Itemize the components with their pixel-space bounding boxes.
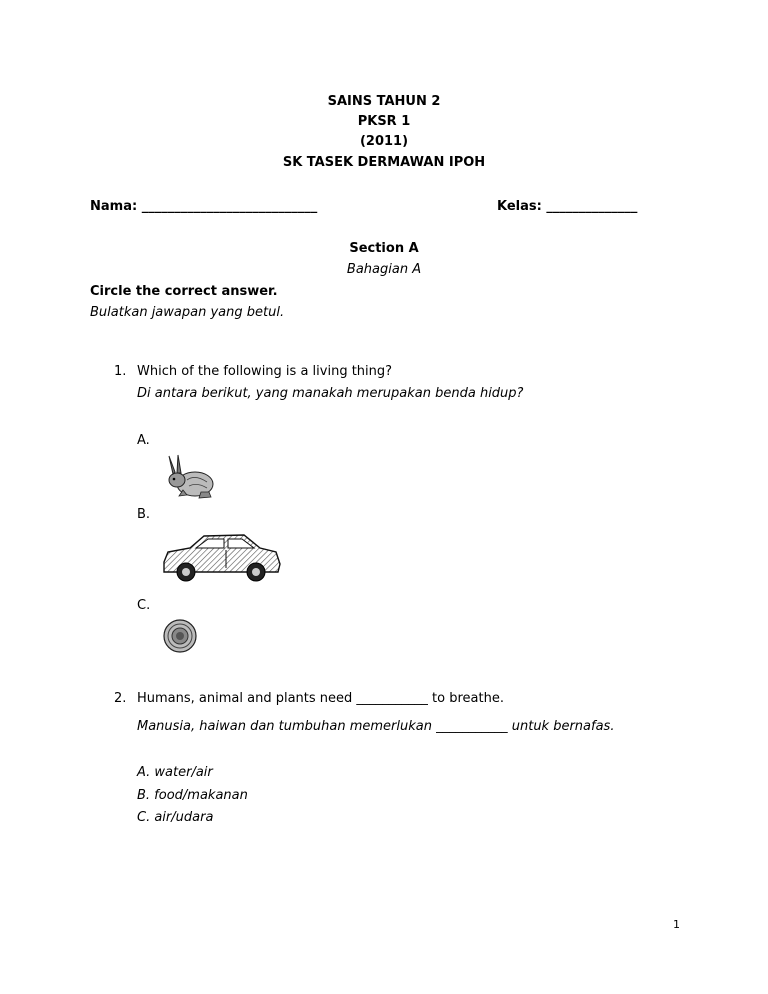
question-2-number: 2.	[114, 691, 127, 706]
question-1-option-a: A.	[137, 433, 150, 448]
car-image	[160, 528, 284, 586]
instruction-malay: Bulatkan jawapan yang betul.	[90, 305, 285, 320]
name-field-label: Nama: ___________________________	[90, 199, 318, 214]
class-field-label: Kelas: ______________	[497, 199, 638, 214]
question-2-text: Humans, animal and plants need ___________ to breathe.	[137, 691, 504, 706]
header-school: SK TASEK DERMAWAN IPOH	[282, 155, 486, 170]
question-1-option-b: B.	[137, 507, 151, 522]
page-number: 1	[673, 918, 680, 931]
question-1-text-malay: Di antara berikut, yang manakah merupakan benda hidup?	[137, 386, 524, 401]
disc-image	[162, 618, 198, 654]
question-1-number: 1.	[114, 364, 127, 379]
question-2-option-b: B. food/makanan	[137, 788, 248, 803]
header-title: SAINS TAHUN 2	[327, 94, 441, 109]
question-2-text-malay: Manusia, haiwan dan tumbuhan memerlukan ___________ untuk bernafas.	[137, 719, 615, 734]
question-2-option-a: A. water/air	[137, 765, 213, 780]
rabbit-image	[163, 452, 219, 500]
question-2-option-c: C. air/udara	[137, 810, 214, 825]
question-1-option-c: C.	[137, 598, 151, 613]
section-title: Section A	[349, 241, 419, 256]
question-1-text: Which of the following is a living thing?	[137, 364, 393, 379]
instruction-english: Circle the correct answer.	[90, 284, 278, 299]
header-exam: PKSR 1	[357, 114, 411, 129]
section-title-malay: Bahagian A	[346, 262, 422, 277]
header-year: (2011)	[359, 134, 409, 149]
